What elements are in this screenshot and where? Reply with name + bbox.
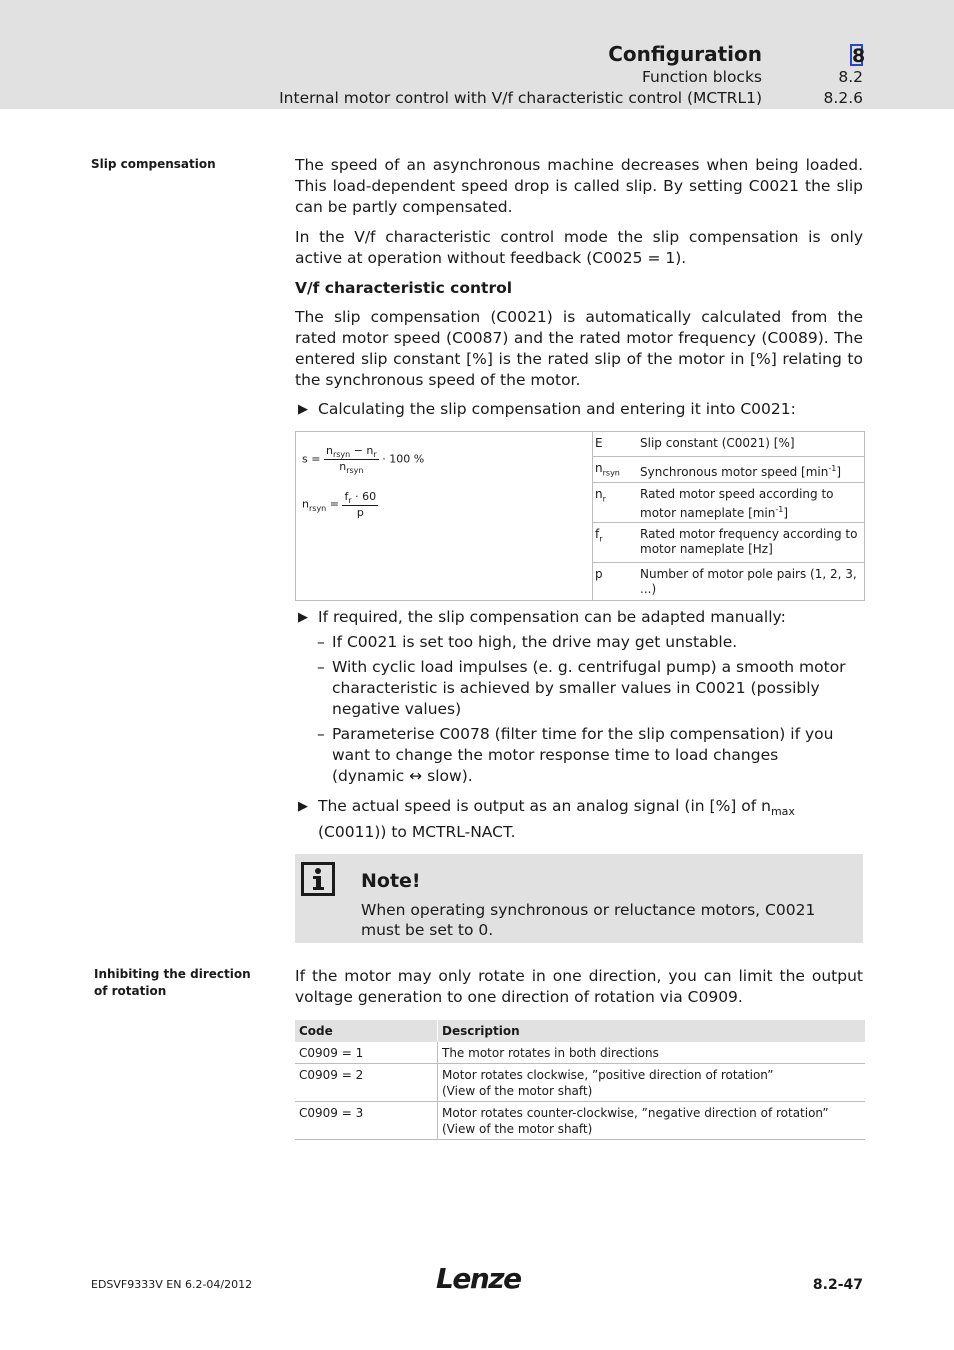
page-number: 8.2-47 <box>812 1277 863 1293</box>
note-box <box>295 854 863 943</box>
paragraph: The speed of an asynchronous machine decreases when being loaded. This load-dependent speed drop is called slip. By setting C0021 the slip can be partly compensated. <box>295 156 863 216</box>
formula-slip: s = $\frac{n_{rsyn} - n_r}{n_{rsyn}}$ · 100 % <box>302 444 425 476</box>
page-header <box>0 0 954 109</box>
section-number: 8.2 <box>838 68 863 86</box>
inhibit-content <box>295 966 863 1008</box>
dash-item: – If C0021 is set too high, the drive may get unstable. <box>317 633 738 651</box>
subsection-title: Internal motor control with V/f characteristic control (MCTRL1) <box>279 89 762 107</box>
subsection-number: 8.2.6 <box>823 89 863 107</box>
definition-row: $f_r$ Rated motor frequency according to motor nameplate [Hz] <box>592 523 864 563</box>
side-heading-inhibit: Inhibiting the direction of rotation <box>94 967 251 998</box>
bullet-item: ▶ The actual speed is output as an analog signal (in [%] of $n_{max}$ (C0011)) to MCTRL-NACT. <box>298 797 795 842</box>
chapter-title: Configuration <box>608 42 762 66</box>
note-body: When operating synchronous or reluctance motors, C0021 must be set to 0. <box>361 901 816 939</box>
column-header: Description <box>438 1020 866 1042</box>
dash-item: – With cyclic load impulses (e. g. centrifugal pump) a smooth motor characteristic is achieved by smaller values in C0021 (possibly negative values) <box>317 658 846 718</box>
description-cell: The motor rotates in both directions <box>438 1042 866 1064</box>
table-row <box>295 1064 865 1102</box>
table-row <box>295 1102 865 1140</box>
definitions-list <box>592 432 864 600</box>
section-title: Function blocks <box>641 68 762 86</box>
slip-content <box>295 155 863 420</box>
triangle-bullet-icon: ▶ <box>298 610 308 625</box>
info-icon <box>301 862 335 896</box>
code-table <box>295 1020 865 1140</box>
triangle-bullet-icon: ▶ <box>298 799 308 814</box>
formula-cell <box>296 432 593 600</box>
chapter-number-box: 8 <box>852 45 866 67</box>
paragraph: The slip compensation (C0021) is automatically calculated from the rated motor speed (C0087) and the rated motor frequency (C0089). The entered slip constant [%] is the rated slip of the motor in [%] relating to the synchronous speed of the motor. <box>295 308 863 389</box>
brand-logo: Lenze <box>436 1262 521 1295</box>
definition-row: p Number of motor pole pairs (1, 2, 3, ...) <box>595 567 857 596</box>
bullet-item: ▶ If required, the slip compensation can be adapted manually: <box>298 608 786 626</box>
column-header: Code <box>295 1020 438 1042</box>
bullet-item: ▶ Calculating the slip compensation and entering it into C0021: <box>298 400 796 418</box>
code-cell: C0909 = 1 <box>295 1042 438 1064</box>
code-cell: C0909 = 3 <box>295 1102 438 1140</box>
definition-row: $n_{rsyn}$ Synchronous motor speed $[\min^{-1}]$ <box>592 457 864 483</box>
code-cell: C0909 = 2 <box>295 1064 438 1102</box>
side-heading-slip: Slip compensation <box>91 157 216 171</box>
slip-content-continued <box>295 607 863 843</box>
description-cell: Motor rotates counter-clockwise, ”negative direction of rotation” (View of the motor shaft) <box>438 1102 866 1140</box>
note-title: Note! <box>361 870 421 892</box>
paragraph: In the V/f characteristic control mode the slip compensation is only active at operation without feedback (C0025 = 1). <box>295 228 863 267</box>
formula-table <box>295 431 865 601</box>
formula-synchronous-speed: $n_{rsyn}$ = $\frac{f_r \cdot 60}{p}$ <box>302 490 377 520</box>
triangle-bullet-icon: ▶ <box>298 402 308 417</box>
description-cell: Motor rotates clockwise, ”positive direction of rotation” (View of the motor shaft) <box>438 1064 866 1102</box>
document-code: EDSVF9333V EN 6.2-04/2012 <box>91 1278 253 1291</box>
subheading: V/f characteristic control <box>295 279 513 297</box>
dash-item: – Parameterise C0078 (filter time for the slip compensation) if you want to change the motor response time to load changes (dynamic ↔ slow). <box>317 725 834 785</box>
table-header-row <box>295 1020 865 1042</box>
definition-row: E Slip constant (C0021) [%] <box>592 432 864 457</box>
table-row <box>295 1042 865 1064</box>
paragraph: If the motor may only rotate in one direction, you can limit the output voltage generation to one direction of rotation via C0909. <box>295 967 863 1006</box>
definition-row: $n_r$ Rated motor speed according to motor nameplate $[\min^{-1}]$ <box>592 483 864 523</box>
